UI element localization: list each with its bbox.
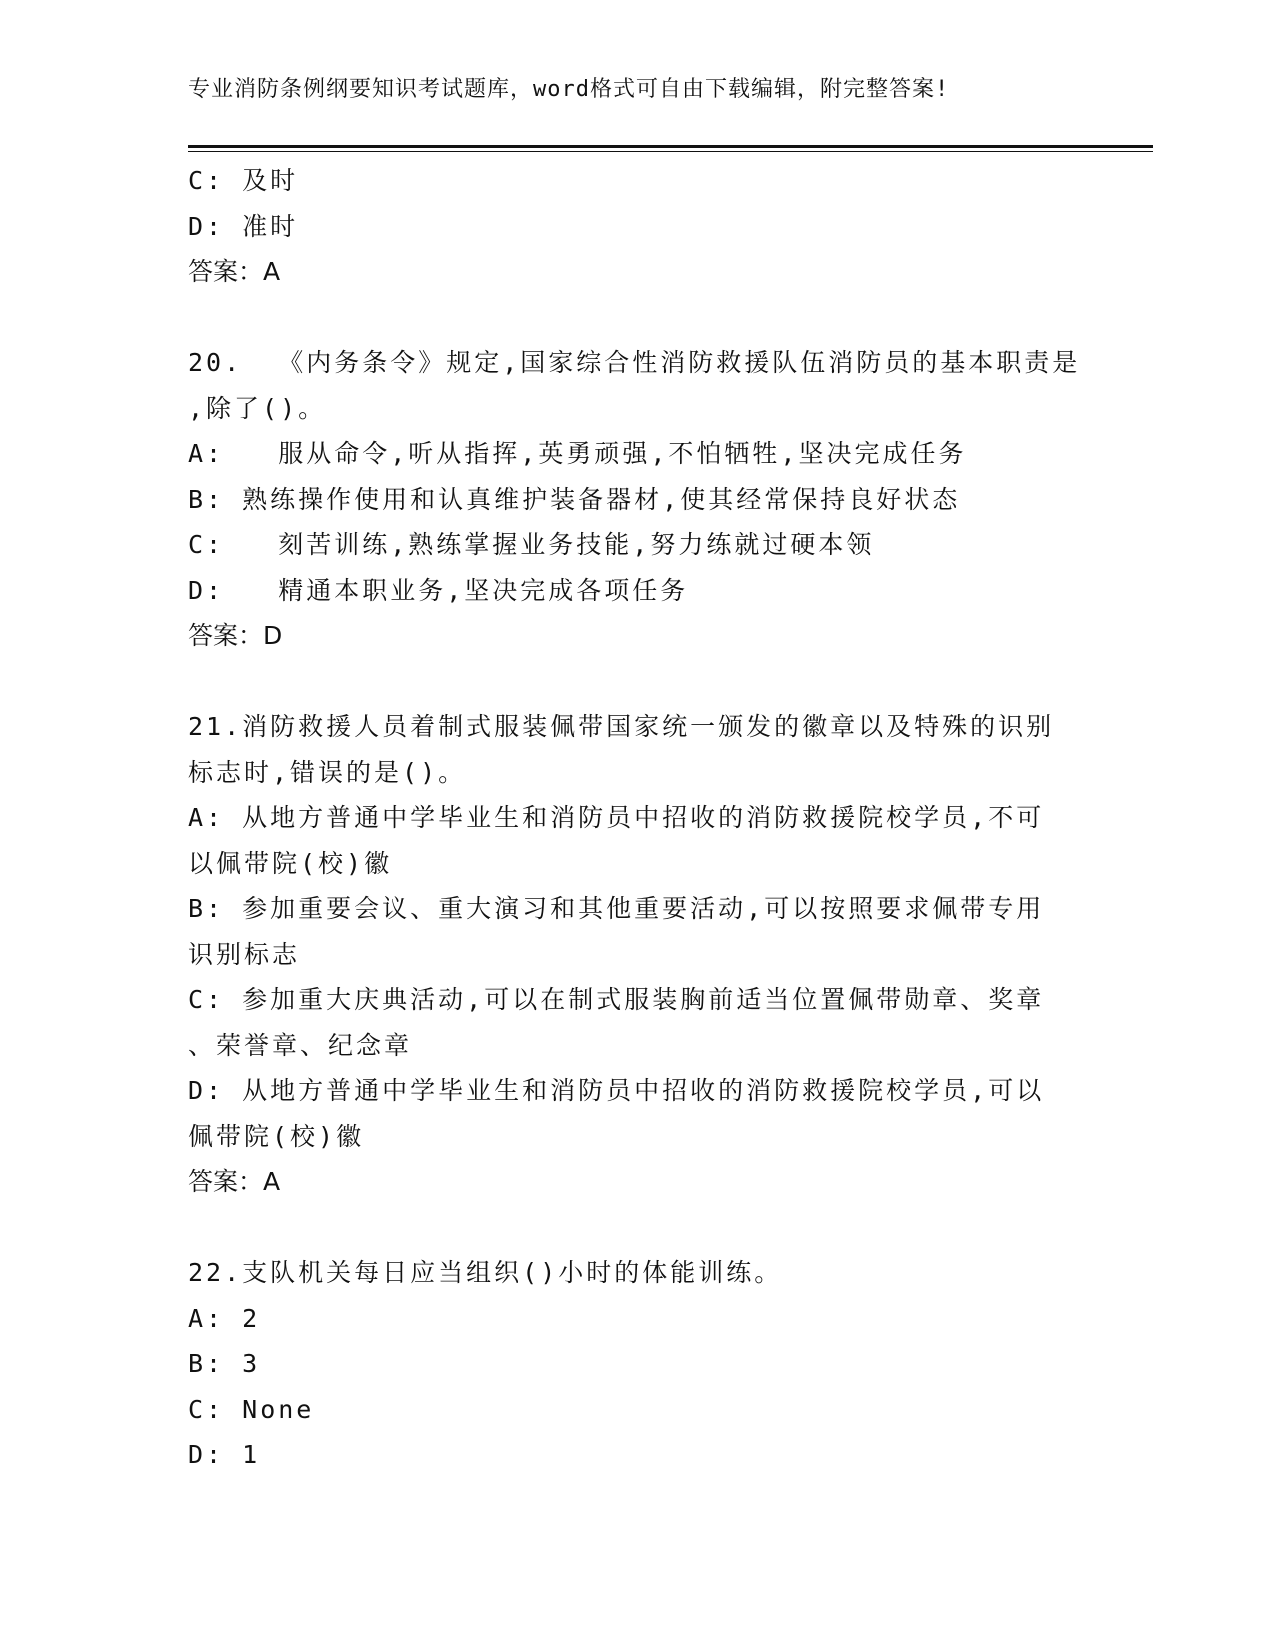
option-d-cont: 佩带院(校)徽 <box>188 1121 365 1151</box>
continuation-block <box>188 158 1088 295</box>
option-a-cont: 以佩带院(校)徽 <box>188 848 393 878</box>
option-d: D: 准时 <box>188 211 299 241</box>
option-d: D: 精通本职业务,坚决完成各项任务 <box>188 575 689 605</box>
question-stem-line: 21.消防救援人员着制式服装佩带国家统一颁发的徽章以及特殊的识别 <box>188 712 1055 741</box>
option-b: B: 熟练操作使用和认真维护装备器材,使其经常保持良好状态 <box>188 484 961 514</box>
option-b: B: 3 <box>188 1349 261 1378</box>
option-c: C: 及时 <box>188 166 299 195</box>
question-21 <box>188 704 1088 1205</box>
header-rule-thin <box>188 151 1153 152</box>
question-stem-line: 标志时,错误的是()。 <box>188 757 467 787</box>
question-stem-line: 20. 《内务条令》规定,国家综合性消防救援队伍消防员的基本职责是 <box>188 348 1081 377</box>
option-c: C: 刻苦训练,熟练掌握业务技能,努力练就过硬本领 <box>188 530 875 559</box>
question-22 <box>188 1250 1088 1478</box>
option-a: A: 从地方普通中学毕业生和消防员中招收的消防救援院校学员,不可 <box>188 803 1045 832</box>
page-header: 专业消防条例纲要知识考试题库，word格式可自由下载编辑，附完整答案! <box>188 77 950 102</box>
option-a: A: 服从命令,听从指挥,英勇顽强,不怕牺牲,坚决完成任务 <box>188 439 967 468</box>
question-20 <box>188 340 1088 659</box>
header-rule-thick <box>188 145 1153 148</box>
option-c: C: None <box>188 1394 315 1424</box>
option-c-cont: 、荣誉章、纪念章 <box>188 1030 413 1060</box>
answer-line: 答案：A <box>188 257 281 286</box>
question-stem-line: 22.支队机关每日应当组织()小时的体能训练。 <box>188 1258 783 1287</box>
question-stem-line: ,除了()。 <box>188 393 327 423</box>
option-b-cont: 识别标志 <box>188 939 301 969</box>
option-a: A: 2 <box>188 1303 261 1333</box>
answer-line: 答案：A <box>188 1167 281 1196</box>
question-content <box>188 158 1088 1478</box>
option-b: B: 参加重要会议、重大演习和其他重要活动,可以按照要求佩带专用 <box>188 894 1045 923</box>
option-d: D: 1 <box>188 1440 261 1469</box>
option-d: D: 从地方普通中学毕业生和消防员中招收的消防救援院校学员,可以 <box>188 1076 1045 1105</box>
answer-line: 答案：D <box>188 621 283 650</box>
option-c: C: 参加重大庆典活动,可以在制式服装胸前适当位置佩带勋章、奖章 <box>188 985 1045 1014</box>
